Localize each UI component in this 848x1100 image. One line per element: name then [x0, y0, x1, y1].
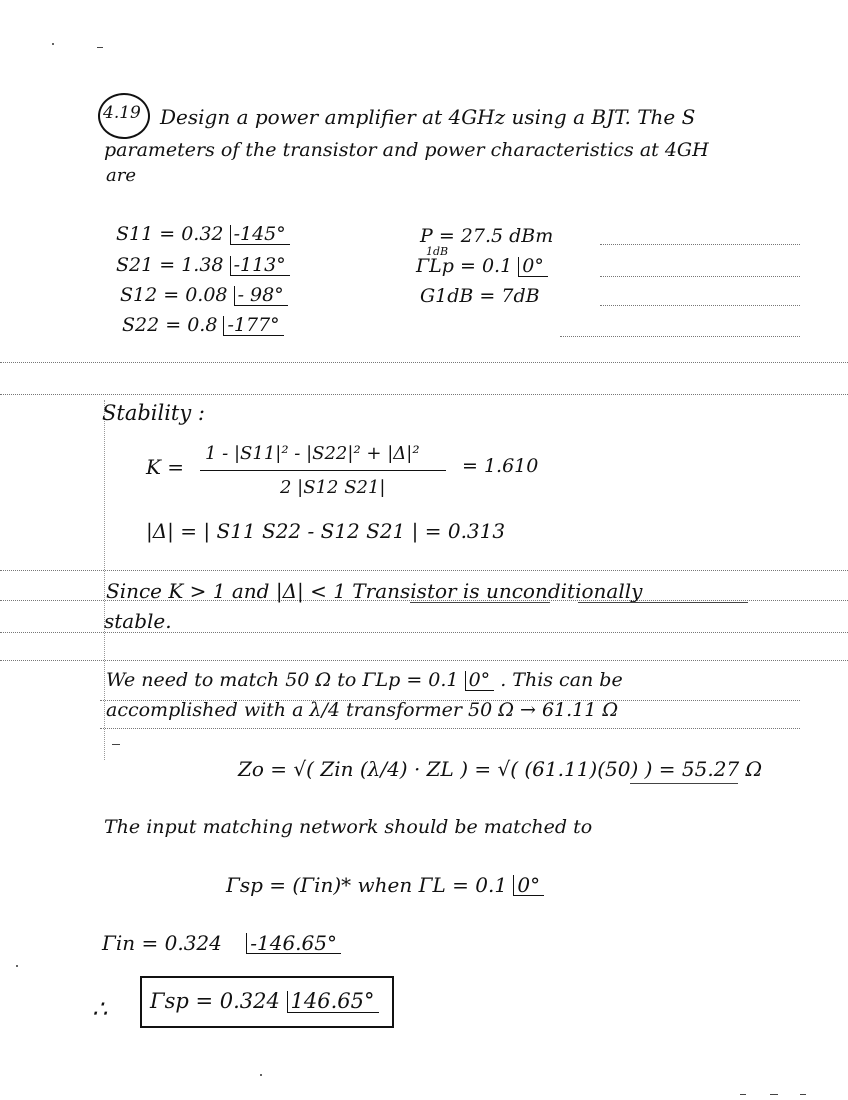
scan-mark — [97, 47, 103, 48]
ruled-line — [0, 660, 848, 661]
problem-number: 4.19 — [103, 103, 141, 123]
matching-line-2: accomplished with a λ/4 transformer 50 Ω → 61.11 Ω — [106, 699, 619, 721]
matching-line-1-end: . This can be — [500, 669, 623, 691]
matching-line-1-angle: 0° — [465, 671, 495, 691]
problem-line-3: are — [106, 165, 136, 186]
matching-line-1 — [106, 670, 623, 691]
scan-mark — [800, 1094, 806, 1095]
k-label: K = — [146, 455, 185, 479]
gamma-in-angle: -146.65° — [246, 933, 341, 954]
scan-speck — [52, 43, 54, 45]
final-answer-angle: 146.65° — [287, 991, 379, 1013]
s12-label: S12 = — [120, 284, 180, 306]
scan-mark — [770, 1094, 778, 1095]
s11-angle: -145° — [230, 225, 290, 245]
power-p: P = 27.5 dBm — [420, 225, 554, 247]
power-gamma: ΓLp = 0.1 — [416, 255, 513, 277]
ruled-line — [600, 244, 800, 245]
gamma-in-text: Γin = 0.324 — [102, 931, 222, 955]
s11-label: S11 = — [116, 223, 176, 245]
s22-mag: 0.8 — [187, 314, 218, 336]
input-match-line: The input matching network should be matched to — [104, 816, 593, 838]
zo-equation: Zo = √( Zin (λ/4) · ZL ) = √( (61.11)(50) ) = 55.27 Ω — [238, 757, 763, 781]
ruled-line — [0, 570, 848, 571]
underline-transistor — [410, 602, 550, 603]
s21-label: S21 = — [116, 254, 176, 276]
s22-label: S22 = — [122, 314, 182, 336]
stability-heading: Stability : — [102, 401, 205, 425]
gamma-in-row — [102, 932, 341, 954]
s22-row — [122, 315, 284, 336]
k-result: = 1.610 — [462, 455, 539, 477]
s11-row — [116, 224, 290, 245]
ruled-line — [600, 305, 800, 306]
s21-row — [116, 255, 290, 276]
s21-mag: 1.38 — [181, 254, 224, 276]
scan-speck — [16, 965, 18, 967]
matching-line-1-text: We need to match 50 Ω to ΓLp = 0.1 — [106, 669, 459, 691]
s11-mag: 0.32 — [181, 223, 224, 245]
final-answer-text: Γsp = 0.324 — [150, 989, 280, 1013]
conclusion-line-2: stable. — [104, 609, 172, 633]
gamma-sp-angle: 0° — [513, 875, 544, 896]
ruled-line — [0, 362, 848, 363]
power-gain: G1dB = 7dB — [420, 285, 540, 307]
k-fraction-bar — [200, 470, 446, 471]
scan-mark — [740, 1094, 746, 1095]
k-denominator: 2 |S12 S21| — [280, 477, 386, 498]
power-gamma-row — [416, 256, 548, 277]
ruled-line — [100, 728, 800, 729]
margin-line — [104, 400, 105, 760]
final-answer-row — [150, 990, 379, 1013]
ruled-line — [560, 336, 800, 337]
delta-equation: |Δ| = | S11 S22 - S12 S21 | = 0.313 — [146, 519, 506, 543]
s12-mag: 0.08 — [185, 284, 228, 306]
ruled-line — [600, 276, 800, 277]
underline-unconditionally — [578, 602, 748, 603]
conclusion-line-1: Since K > 1 and |Δ| < 1 Transistor is unconditionally — [106, 579, 643, 603]
power-p-subscript: 1dB — [426, 245, 449, 258]
s12-angle: - 98° — [234, 286, 288, 306]
problem-line-1: Design a power amplifier at 4GHz using a BJT. The S — [160, 105, 696, 129]
zo-underline — [630, 783, 738, 784]
therefore-symbol: ∴ — [92, 995, 108, 1023]
s21-angle: -113° — [230, 256, 290, 276]
s22-angle: -177° — [223, 316, 283, 336]
ruled-line — [0, 394, 848, 395]
scan-speck — [260, 1074, 262, 1076]
gamma-sp-text: Γsp = (Γin)* when ΓL = 0.1 — [226, 873, 508, 897]
s12-row — [120, 285, 288, 306]
scan-mark — [112, 744, 120, 745]
gamma-sp-row — [226, 874, 544, 896]
problem-line-2: parameters of the transistor and power characteristics at 4GH — [104, 139, 709, 161]
power-gamma-angle: 0° — [518, 257, 548, 277]
k-numerator: 1 - |S11|² - |S22|² + |Δ|² — [205, 443, 420, 464]
